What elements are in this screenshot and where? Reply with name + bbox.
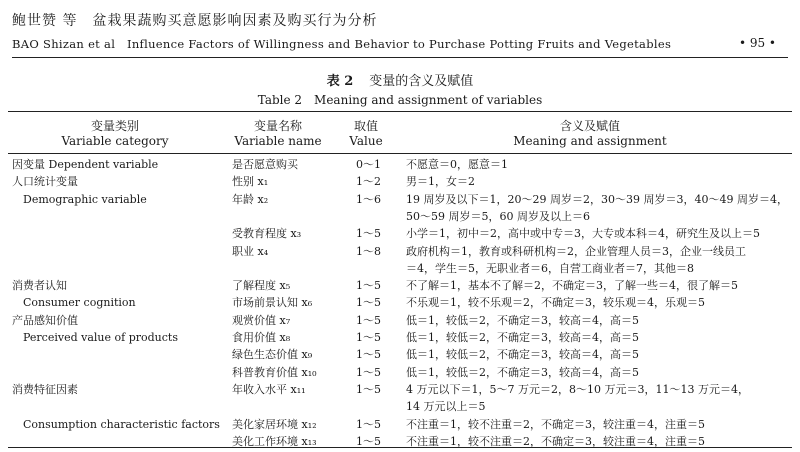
table-label: 表 2 — [326, 74, 354, 89]
col-header-category-en: Variable category — [61, 134, 169, 148]
row-category: 产品感知价值 — [12, 313, 78, 327]
row-value: 1～5 — [356, 382, 381, 396]
row-category: 因变量 Dependent variable — [12, 158, 159, 171]
row-value: 1～5 — [356, 365, 381, 379]
row-variable-name: 性别 x₁ — [232, 175, 269, 189]
running-header-english: BAO Shizan et al Influence Factors of Willingness and Behavior to Purchase Potting Fruits and Vegetables — [12, 37, 672, 51]
row-category: Consumer cognition — [12, 296, 136, 310]
row-category: Perceived value of products — [12, 331, 178, 344]
col-header-name-cn: 变量名称 — [253, 119, 302, 133]
row-meaning: 不乐观＝1，较不乐观＝2，不确定＝3，较乐观＝4，乐观＝5 — [406, 296, 705, 310]
col-header-value-en: Value — [349, 134, 383, 148]
table-bottom-rule — [8, 447, 792, 448]
row-value: 1～5 — [356, 296, 381, 310]
row-variable-name: 科普教育价值 x₁₀ — [232, 365, 317, 379]
row-meaning: 50～59 周岁＝5，60 周岁及以上＝6 — [406, 209, 590, 223]
row-value: 1～5 — [356, 313, 381, 327]
col-header-category-cn: 变量类别 — [90, 119, 139, 133]
row-category: 消费者认知 — [12, 279, 67, 293]
row-meaning: 不注重＝1，较不注重＝2，不确定＝3，较注重＝4，注重＝5 — [406, 434, 705, 448]
row-value: 0～1 — [356, 158, 381, 171]
col-header-value-cn: 取值 — [353, 119, 378, 133]
row-category: Demographic variable — [12, 192, 147, 206]
row-variable-name: 受教育程度 x₃ — [232, 227, 302, 241]
row-meaning: 政府机构＝1，教育或科研机构＝2，企业管理人员＝3，企业一线员工 — [406, 244, 746, 258]
row-variable-name: 年收入水平 x₁₁ — [232, 382, 306, 396]
col-header-name-en: Variable name — [234, 134, 322, 148]
row-variable-name: 食用价值 x₈ — [232, 331, 291, 344]
table-caption-en: Table 2 Meaning and assignment of variables — [257, 93, 543, 107]
row-value: 1～5 — [356, 331, 381, 344]
row-variable-name: 年龄 x₂ — [232, 192, 269, 206]
col-header-meaning-en: Meaning and assignment — [513, 134, 667, 148]
row-variable-name: 是否愿意购买 — [232, 158, 298, 171]
row-meaning: 不了解＝1，基本不了解＝2，不确定＝3，了解一些＝4，很了解＝5 — [406, 279, 738, 293]
row-value: 1～5 — [356, 348, 381, 362]
row-value: 1～2 — [356, 175, 381, 189]
row-variable-name: 美化家居环境 x₁₂ — [232, 417, 317, 431]
header-rule — [12, 57, 788, 58]
row-meaning: 低＝1，较低＝2，不确定＝3，较高＝4，高＝5 — [406, 331, 639, 344]
row-meaning: 低＝1，较低＝2，不确定＝3，较高＝4，高＝5 — [406, 365, 639, 379]
row-variable-name: 了解程度 x₅ — [232, 279, 291, 293]
row-meaning: 4 万元以下＝1，5～7 万元＝2，8～10 万元＝3，11～13 万元＝4， — [406, 382, 749, 396]
row-category: Consumption characteristic factors — [12, 417, 220, 431]
row-meaning: 不愿意＝0，愿意＝1 — [406, 158, 508, 171]
row-value: 1～5 — [356, 227, 381, 241]
page-number: • 95 • — [738, 36, 776, 50]
row-value: 1～5 — [356, 417, 381, 431]
row-meaning: 低＝1，较低＝2，不确定＝3，较高＝4，高＝5 — [406, 313, 639, 327]
table-title-cn: 变量的含义及赋值 — [369, 74, 474, 89]
row-meaning: 男＝1，女＝2 — [406, 175, 475, 189]
row-value: 1～8 — [356, 244, 381, 258]
table-top-rule — [8, 111, 792, 112]
row-meaning: 19 周岁及以下＝1，20～29 周岁＝2，30～39 周岁＝3，40～49 周岁＝4， — [406, 192, 788, 206]
row-meaning: 低＝1，较低＝2，不确定＝3，较高＝4，高＝5 — [406, 348, 639, 362]
row-category: 人口统计变量 — [12, 175, 78, 189]
row-meaning: 14 万元以上＝5 — [406, 400, 486, 414]
row-meaning: 小学＝1，初中＝2，高中或中专＝3，大专或本科＝4，研究生及以上＝5 — [406, 227, 760, 241]
row-variable-name: 观赏价值 x₇ — [232, 313, 291, 327]
col-header-meaning-cn: 含义及赋值 — [559, 119, 620, 133]
row-meaning: 不注重＝1，较不注重＝2，不确定＝3，较注重＝4，注重＝5 — [406, 417, 705, 431]
row-variable-name: 绿色生态价值 x₉ — [232, 348, 313, 362]
table-caption-cn — [0, 70, 800, 89]
row-value: 1～5 — [356, 434, 381, 448]
row-variable-name: 美化工作环境 x₁₃ — [232, 434, 317, 448]
row-value: 1～6 — [356, 192, 381, 206]
running-header-title: 鲍世赞 等 盆栽果蔬购买意愿影响因素及购买行为分析 — [12, 13, 378, 29]
row-variable-name: 市场前景认知 x₆ — [232, 296, 313, 310]
row-value: 1～5 — [356, 279, 381, 293]
row-meaning: ＝4，学生＝5，无职业者＝6，自营工商业者＝7，其他＝8 — [406, 261, 694, 275]
row-variable-name: 职业 x₄ — [232, 244, 269, 258]
row-category: 消费特征因素 — [12, 382, 78, 396]
table-header-rule — [8, 153, 792, 154]
